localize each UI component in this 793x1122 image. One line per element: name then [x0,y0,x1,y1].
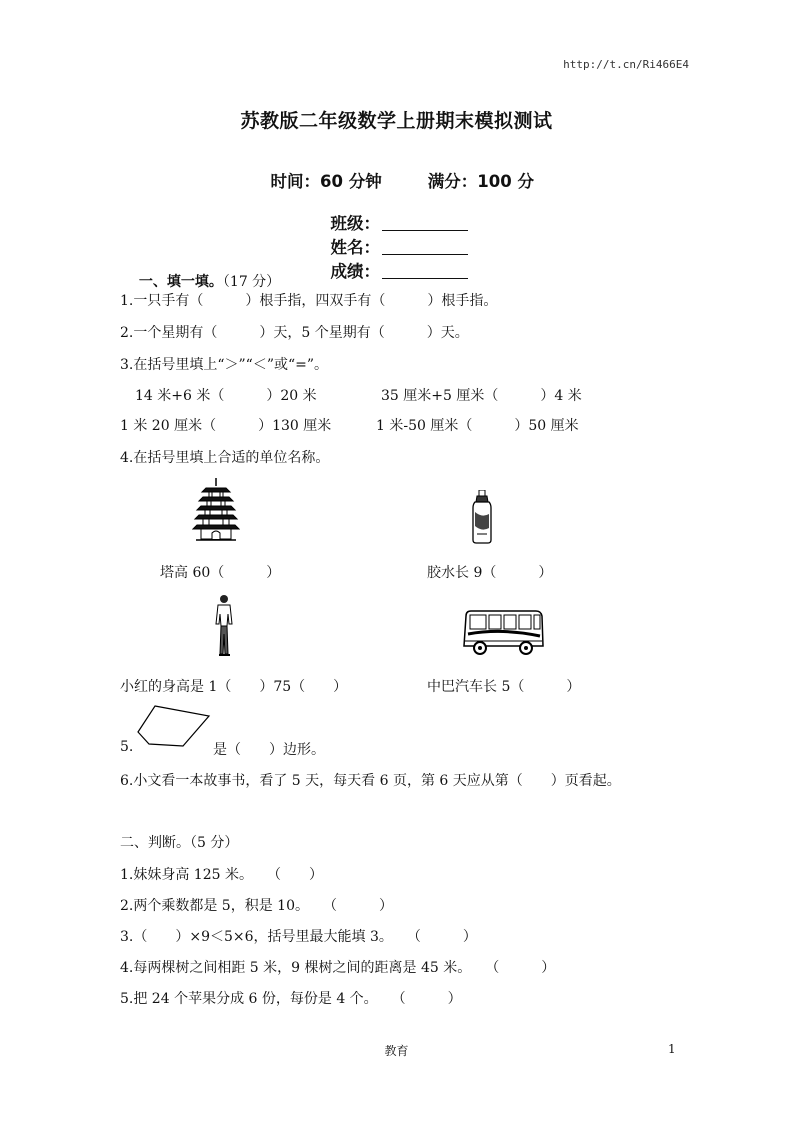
time-limit: 时间：60 分钟 [270,172,382,191]
source-url[interactable]: http://t.cn/Ri466E4 [563,58,689,71]
s2-question-3: 3.（ ）×9＜5×6，括号里最大能填 3。 （ ） [120,929,477,945]
s1-q4-item-height: 小红的身高是 1（ ）75（ ） [120,679,348,695]
s1-question-1: 1.一只手有（ ）根手指，四双手有（ ）根手指。 [120,293,498,309]
s1-question-3: 3.在括号里填上“＞”“＜”或“=”。 [120,357,329,373]
s1-question-5: 是（ ）边形。 [213,742,325,758]
full-score: 满分：100 分 [427,172,534,191]
s1-question-5-number: 5. [120,739,134,755]
section1-heading [130,255,280,291]
grade-label: 成绩： [330,262,380,281]
s1-q3-item-d: 1 米-50 厘米（ ）50 厘米 [376,418,579,434]
pagoda-image [192,478,240,542]
class-label: 班级： [330,214,380,233]
s1-q3-item-b: 35 厘米+5 厘米（ ）4 米 [381,388,582,404]
glue-bottle-image [470,490,494,544]
s1-q4-item-bus: 中巴汽车长 5（ ） [427,679,581,695]
s1-question-2: 2.一个星期有（ ）天，5 个星期有（ ）天。 [120,325,469,341]
s1-question-4: 4.在括号里填上合适的单位名称。 [120,450,330,466]
s1-q4-item-tower: 塔高 60（ ） [160,565,281,581]
page-title: 苏教版二年级数学上册期末模拟测试 [240,110,553,132]
s2-question-5: 5.把 24 个苹果分成 6 份，每份是 4 个。 （ ） [120,991,462,1007]
minibus-image [462,608,544,658]
section2-heading: 二、判断。（5 分） [120,835,239,851]
footer-text: 教育 [384,1044,409,1058]
s1-q3-item-c: 1 米 20 厘米（ ）130 厘米 [120,418,332,434]
section1-points: （17 分） [222,274,281,290]
student-info [0,191,793,282]
s2-question-1: 1.妹妹身高 125 米。 （ ） [120,867,323,883]
section1-title: 一、填一填。 [138,274,223,290]
name-blank[interactable] [382,240,468,255]
class-blank[interactable] [382,216,468,231]
s1-q3-item-a: 14 米+6 米（ ）20 米 [135,388,317,404]
s1-q4-item-glue: 胶水长 9（ ） [427,565,553,581]
person-image [212,594,236,658]
s2-question-4: 4.每两棵树之间相距 5 米，9 棵树之间的距离是 45 米。 （ ） [120,960,556,976]
grade-blank[interactable] [382,264,468,279]
page-number: 1 [668,1042,676,1056]
name-label: 姓名： [330,238,380,257]
exam-meta [0,149,793,192]
pentagon-shape [135,704,211,750]
s2-question-2: 2.两个乘数都是 5，积是 10。 （ ） [120,898,393,914]
s1-question-6: 6.小文看一本故事书，看了 5 天，每天看 6 页，第 6 天应从第（ ）页看起。 [120,773,621,789]
